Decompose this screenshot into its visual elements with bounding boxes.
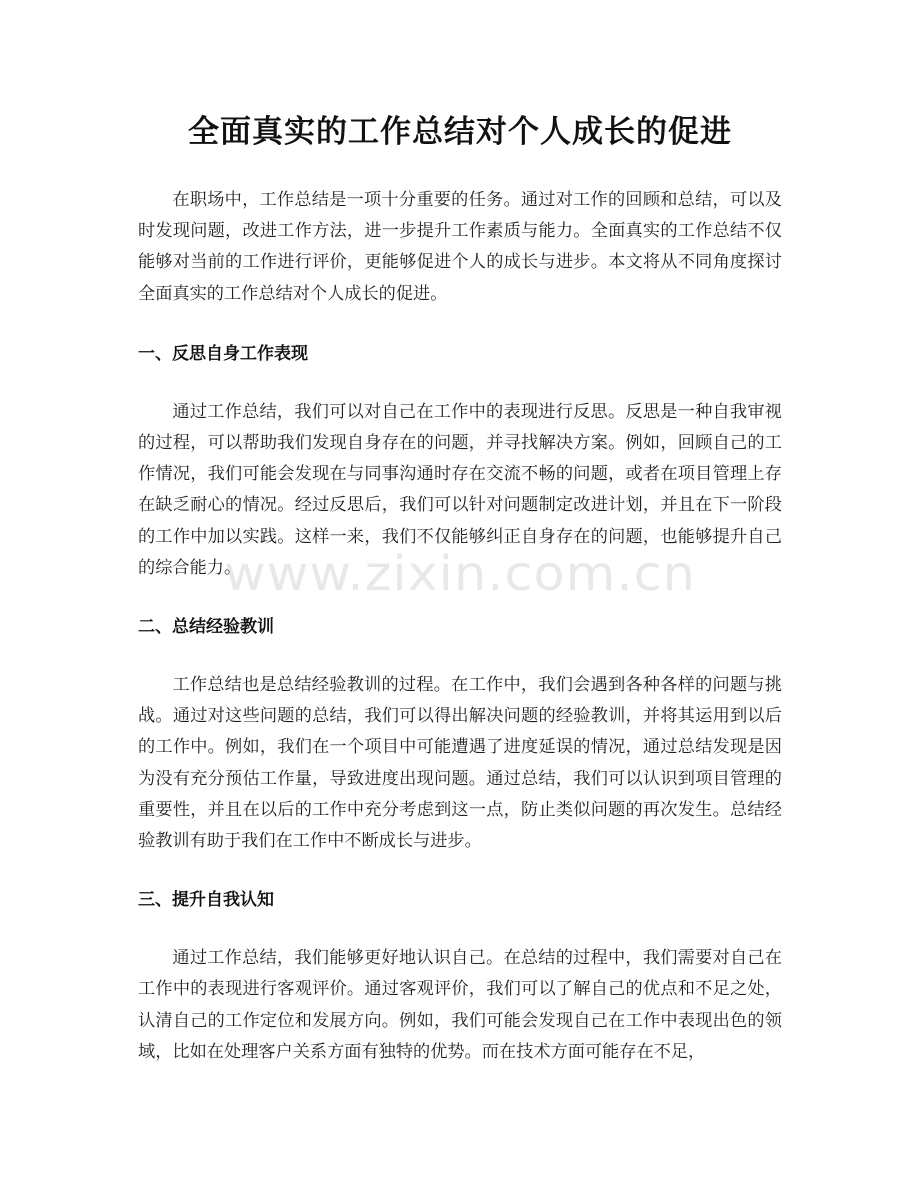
section-heading-3: 三、提升自我认知	[138, 890, 274, 911]
section-body-3: 通过工作总结，我们能够更好地认识自己。在总结的过程中，我们需要对自己在工作中的表现进行客观评价。通过客观评价，我们可以了解自己的优点和不足之处，认清自己的工作定位和发展方向。例如，我们可能会发现自己在工作中表现出色的领域，比如在处理客户关系方面有独特的优势。而在技术方面可能存在不足，	[138, 948, 782, 1062]
section-body-1: 通过工作总结，我们可以对自己在工作中的表现进行反思。反思是一种自我审视的过程，可以帮助我们发现自身存在的问题，并寻找解决方案。例如，回顾自己的工作情况，我们可能会发现在与同事沟通时存在交流不畅的问题，或者在项目管理上存在缺乏耐心的情况。经过反思后，我们可以针对问题制定改进计划，并且在下一阶段的工作中加以实践。这样一来，我们不仅能够纠正自身存在的问题，也能够提升自己的综合能力。	[138, 401, 782, 578]
section-body-2: 工作总结也是总结经验教训的过程。在工作中，我们会遇到各种各样的问题与挑战。通过对这些问题的总结，我们可以得出解决问题的经验教训，并将其运用到以后的工作中。例如，我们在一个项目中可能遭遇了进度延误的情况，通过总结发现是因为没有充分预估工作量，导致进度出现问题。通过总结，我们可以认识到项目管理的重要性，并且在以后的工作中充分考虑到这一点，防止类似问题的再次发生。总结经验教训有助于我们在工作中不断成长与进步。	[138, 675, 782, 852]
section-heading-1: 一、反思自身工作表现	[138, 343, 308, 364]
watermark-text: www.zixin.com.cn	[224, 546, 696, 602]
intro-paragraph: 在职场中，工作总结是一项十分重要的任务。通过对工作的回顾和总结，可以及时发现问题，改进工作方法，进一步提升工作素质与能力。全面真实的工作总结不仅能够对当前的工作进行评价，更能够促进个人的成长与进步。本文将从不同角度探讨全面真实的工作总结对个人成长的促进。	[138, 190, 782, 304]
section-heading-2: 二、总结经验教训	[138, 617, 274, 638]
document-title: 全面真实的工作总结对个人成长的促进	[188, 114, 732, 150]
